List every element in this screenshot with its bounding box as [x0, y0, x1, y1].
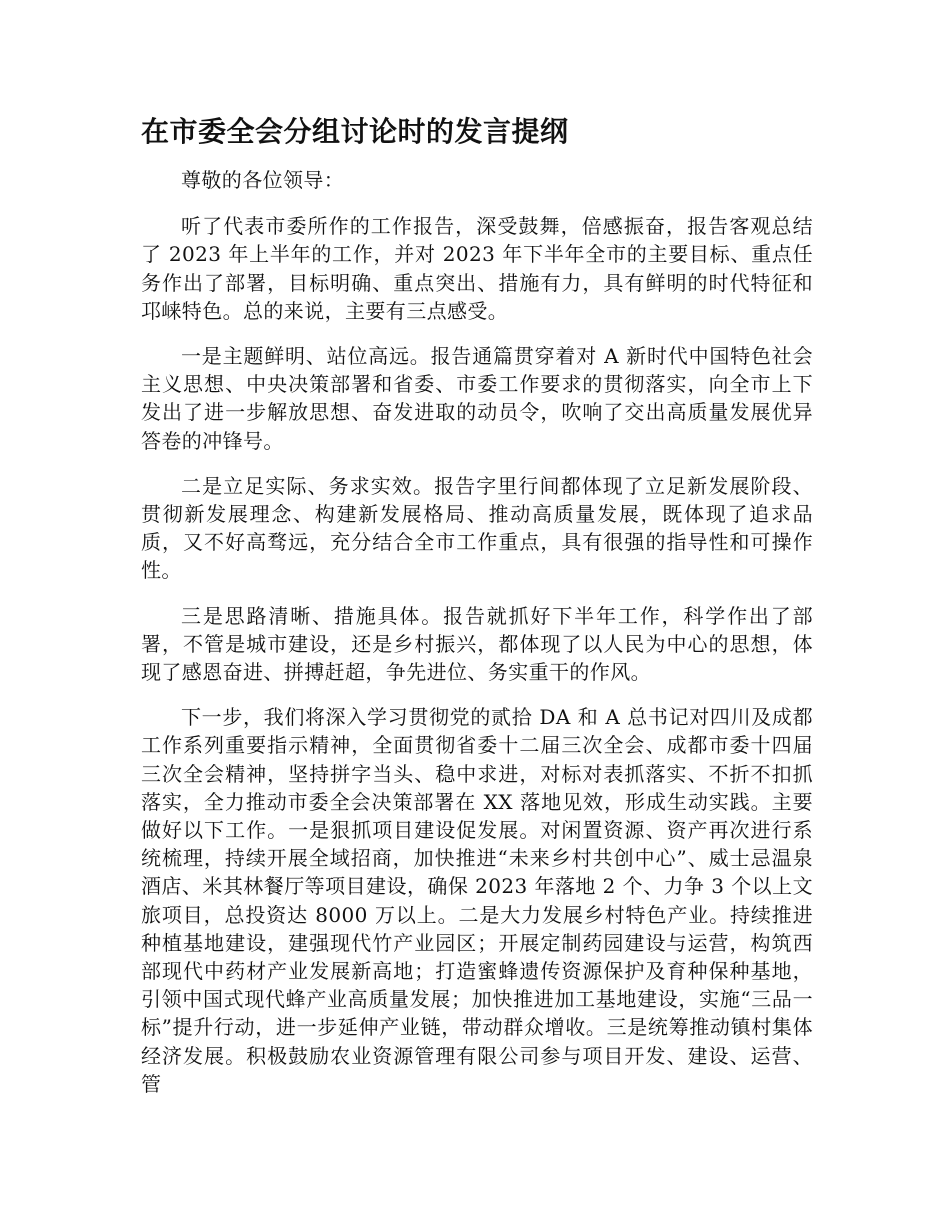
salutation-paragraph: 尊敬的各位领导： — [181, 168, 345, 192]
point-two-paragraph: 二是立足实际、务求实效。报告字里行间都体现了立足新发展阶段、贯彻新发展理念、构建新发展格局、推动高质量发展，既体现了追求品质，又不好高骛远，充分结合全市工作重点，具有很强的指导性和可操作性。 — [141, 473, 813, 583]
point-one-paragraph: 一是主题鲜明、站位高远。报告通篇贯穿着对 A 新时代中国特色社会主义思想、中央决策部署和省委、市委工作要求的贯彻落实，向全市上下发出了进一步解放思想、奋发进取的动员令，吹响了交出高质量发展优异答卷的冲锋号。 — [141, 344, 813, 453]
next-steps-paragraph: 下一步，我们将深入学习贯彻党的贰拾 DA 和 A 总书记对四川及成都工作系列重要指示精神，全面贯彻省委十二届三次全会、成都市委十四届三次全会精神，坚持拼字当头、稳中求进，对标对表抓落实、不折不扣抓落实，全力推动市委全会决策部署在 XX 落地见效，形成生动实践。主要做好以下工作。一是狠抓项目建设促发展。对闲置资源、资产再次进行系统梳理，持续开展全域招商，加快推进“未来乡村共创中心”、威士忌温泉酒店、米其林餐厅等项目建设，确保 2023 年落地 2 个、力争 3 个以上文旅项目，总投资达 8000 万以上。二是大力发展乡村特色产业。持续推进种植基地建设，建强现代竹产业园区；开展定制药园建设与运营，构筑西部现代中药材产业发展新高地；打造蜜蜂遗传资源保护及育种保种基地，引领中国式现代蜂产业高质量发展；加快推进加工基地建设，实施“三品一标”提升行动，进一步延伸产业链，带动群众增收。三是统筹推动镇村集体经济发展。积极鼓励农业资源管理有限公司参与项目开发、建设、运营、管 — [141, 705, 813, 1096]
point-three-paragraph: 三是思路清晰、措施具体。报告就抓好下半年工作，科学作出了部署，不管是城市建设，还是乡村振兴，都体现了以人民为中心的思想，体现了感恩奋进、拼搏赶超，争先进位、务实重干的作风。 — [141, 603, 813, 685]
document-title: 在市委全会分组讨论时的发言提纲 — [141, 115, 569, 148]
intro-paragraph: 听了代表市委所作的工作报告，深受鼓舞，倍感振奋，报告客观总结了 2023 年上半年的工作，并对 2023 年下半年全市的主要目标、重点任务作出了部署，目标明确、重点突出、措施有力，具有鲜明的时代特征和邛崃特色。总的来说，主要有三点感受。 — [141, 214, 813, 323]
document-body — [141, 112, 813, 1115]
